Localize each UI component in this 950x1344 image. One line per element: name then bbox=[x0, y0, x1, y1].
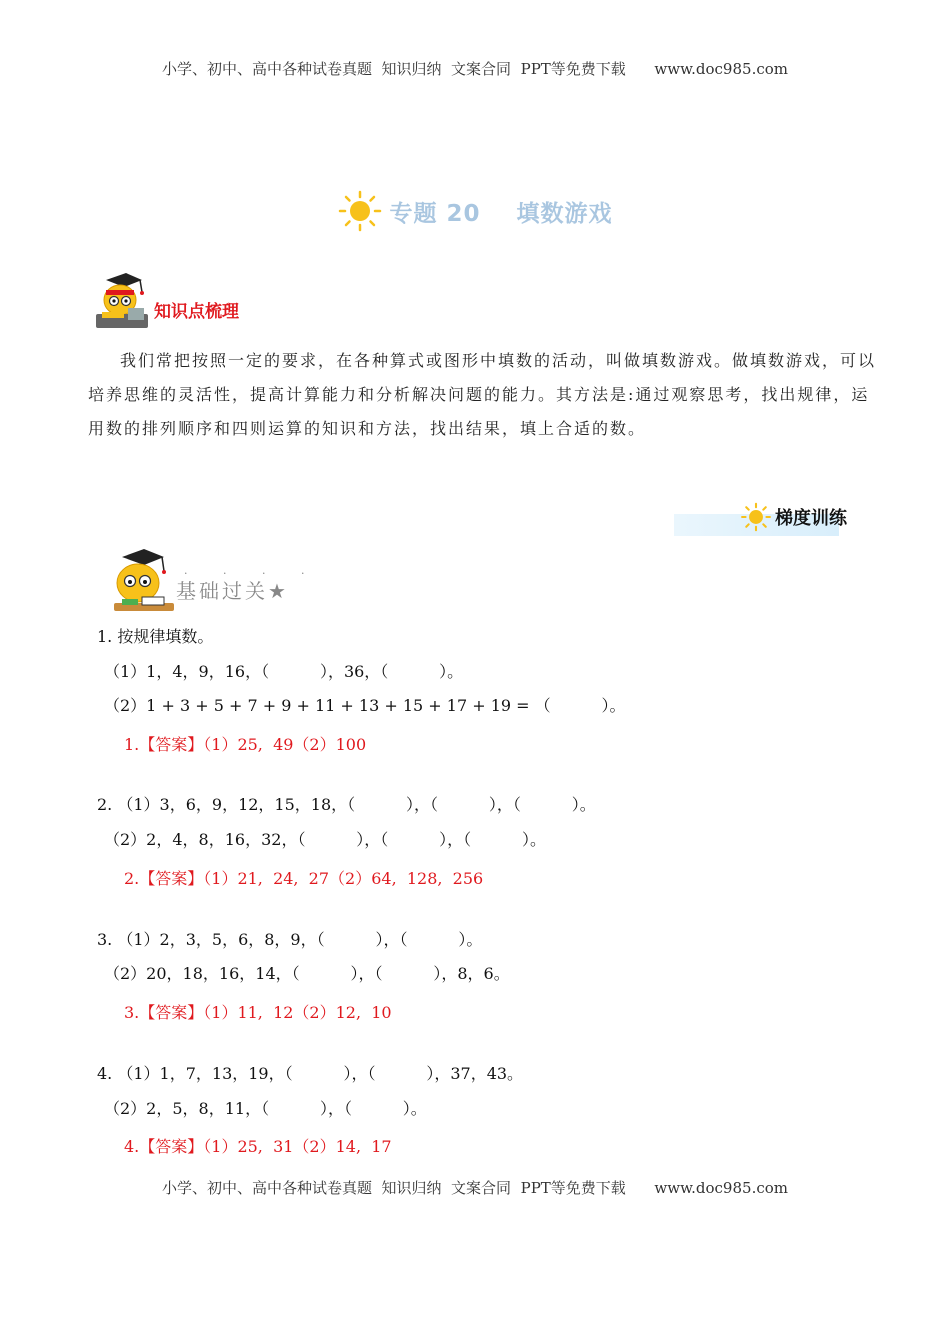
knowledge-section-heading bbox=[92, 270, 239, 332]
question-4-part-2: （2）2，5，8，11，（ ），（ ）。 bbox=[104, 1099, 427, 1118]
mascot-computer-icon bbox=[92, 270, 152, 332]
question-1-title: 1. 按规律填数。 bbox=[97, 627, 214, 646]
title-text: 专题 20 填数游戏 bbox=[389, 200, 613, 227]
question-1-part-2: （2）1 + 3 + 5 + 7 + 9 + 11 + 13 + 15 + 17 + 19 = （ ）。 bbox=[104, 696, 626, 715]
basic-section-label: 基础过关★ bbox=[176, 579, 289, 603]
sun-icon bbox=[337, 190, 383, 232]
basic-decor-dots: · · · · bbox=[184, 567, 321, 580]
sun-icon bbox=[740, 502, 772, 532]
basic-section-heading bbox=[108, 545, 321, 621]
question-3-part-2: （2）20，18，16，14，（ ），（ ），8，6。 bbox=[104, 964, 510, 983]
answer-3: 3.【答案】（1）11, 12（2）12, 10 bbox=[124, 1003, 392, 1022]
answer-4: 4.【答案】（1）25, 31（2）14, 17 bbox=[124, 1137, 392, 1156]
question-1-part-1: （1）1，4，9，16，（ ），36，（ ）。 bbox=[104, 662, 464, 681]
page-footer: 小学、初中、高中各种试卷真题 知识归纳 文案合同 PPT等免费下载 www.doc985.com bbox=[161, 1179, 788, 1197]
question-4-part-1: 4. （1）1，7，13，19，（ ），（ ），37，43。 bbox=[97, 1064, 524, 1083]
topic-title bbox=[337, 190, 612, 232]
question-2-part-1: 2. （1）3，6，9，12，15，18，（ ），（ ），（ ）。 bbox=[97, 795, 596, 814]
page-header: 小学、初中、高中各种试卷真题 知识归纳 文案合同 PPT等免费下载 www.doc985.com bbox=[161, 60, 788, 78]
answer-2: 2.【答案】（1）21, 24, 27（2）64, 128, 256 bbox=[124, 869, 484, 888]
training-section-label: 梯度训练 bbox=[775, 508, 847, 529]
question-3-part-1: 3. （1）2，3，5，6，8，9，（ ），（ ）。 bbox=[97, 930, 483, 949]
intro-paragraph: 我们常把按照一定的要求，在各种算式或图形中填数的活动，叫做填数游戏。做填数游戏，可以培养思维的灵活性，提高计算能力和分析解决问题的能力。其方法是:通过观察思考，找出规律，运用数的排列顺序和四则运算的知识和方法，找出结果，填上合适的数。 bbox=[88, 351, 877, 438]
question-2-part-2: （2）2，4，8，16，32，（ ），（ ），（ ）。 bbox=[104, 830, 547, 849]
training-section-heading bbox=[740, 502, 847, 532]
knowledge-section-label: 知识点梳理 bbox=[154, 302, 239, 322]
mascot-reading-icon bbox=[108, 545, 180, 617]
answer-1: 1.【答案】（1）25, 49（2）100 bbox=[124, 735, 367, 754]
